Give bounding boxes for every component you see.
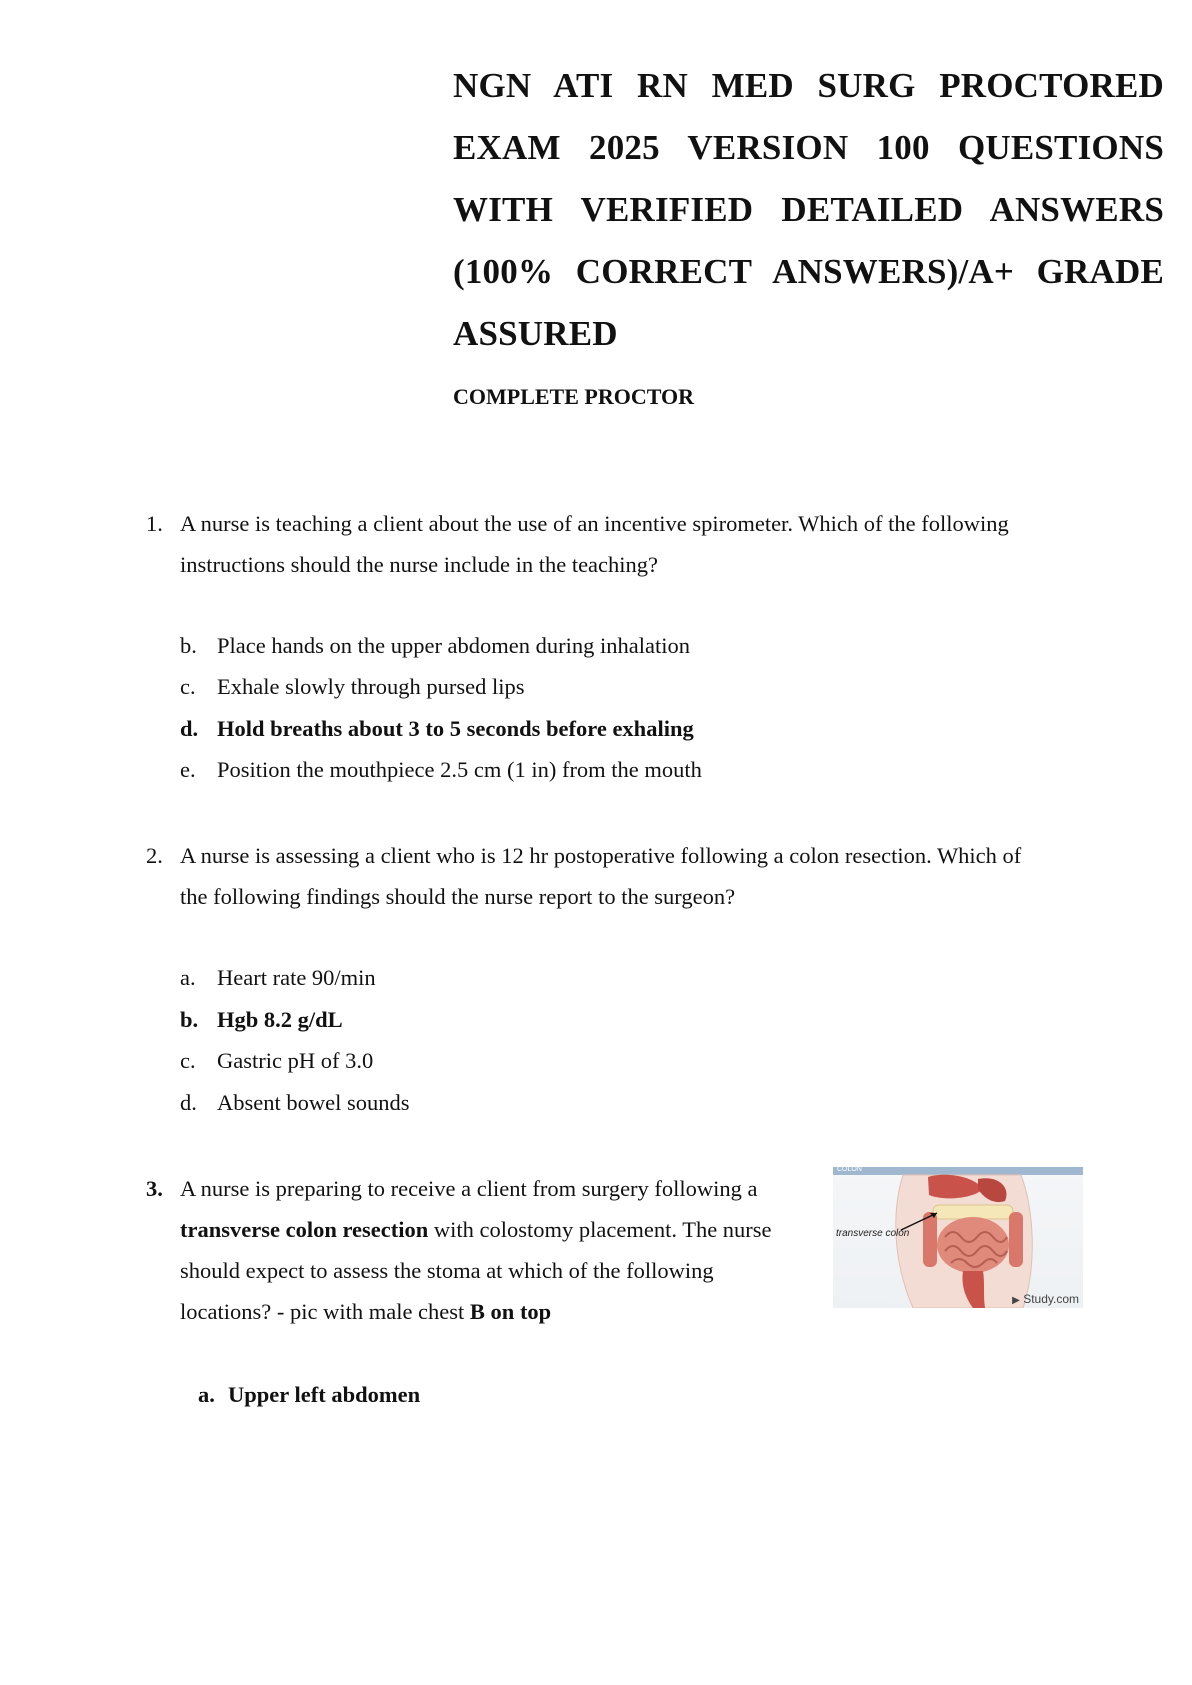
option-text: Place hands on the upper abdomen during inhalation — [217, 633, 691, 658]
option-1c — [180, 672, 524, 702]
question-text-line-4 — [180, 1291, 551, 1332]
option-letter: a. — [180, 965, 196, 990]
option-letter: b. — [180, 633, 197, 658]
option-3a-correct — [198, 1380, 420, 1410]
question-number: 2. — [146, 843, 163, 868]
option-letter: a. — [198, 1382, 215, 1407]
figure-header-label: COLON — [837, 1167, 862, 1173]
option-letter: e. — [180, 757, 196, 782]
option-text: Exhale slowly through pursed lips — [217, 674, 525, 699]
option-1e — [180, 755, 702, 785]
option-text: Hgb 8.2 g/dL — [217, 1007, 343, 1032]
highlight-text: transverse colon resection — [180, 1217, 429, 1242]
option-text: Position the mouthpiece 2.5 cm (1 in) from the mouth — [217, 757, 702, 782]
plain-text: locations? - pic with male chest — [180, 1299, 470, 1324]
option-text: Hold breaths about 3 to 5 seconds before exhaling — [217, 716, 694, 741]
option-letter: c. — [180, 674, 196, 699]
option-text: Gastric pH of 3.0 — [217, 1048, 374, 1073]
brand-text: Study.com — [1023, 1292, 1079, 1306]
study-com-watermark — [1012, 1292, 1079, 1306]
question-number: 1. — [146, 511, 163, 536]
option-text: Heart rate 90/min — [217, 965, 376, 990]
option-2a — [180, 963, 376, 993]
highlight-text: B on top — [469, 1299, 552, 1324]
option-2b-correct — [180, 1005, 343, 1035]
option-1b — [180, 631, 690, 661]
option-letter: b. — [180, 1007, 199, 1032]
play-circle-icon: ▶ — [1012, 1295, 1020, 1306]
option-1d-correct — [180, 714, 694, 744]
option-text: Upper left abdomen — [228, 1382, 421, 1407]
question-text-line-2: instructions should the nurse include in the teaching? — [180, 552, 659, 577]
document-subtitle: COMPLETE PROCTOR — [453, 384, 695, 409]
question-text-line-3: should expect to assess the stoma at which of the following — [180, 1258, 714, 1283]
question-number: 3. — [146, 1176, 163, 1201]
plain-text: with colostomy placement. The nurse — [428, 1217, 772, 1242]
option-2c — [180, 1046, 373, 1076]
option-letter: d. — [180, 1090, 197, 1115]
option-letter: c. — [180, 1048, 196, 1073]
document-title: NGN ATI RN MED SURG PROCTORED EXAM 2025 VERSION 100 QUESTIONS WITH VERIFIED DETAILED ANSWERS (100% CORRECT ANSWERS)/A+ GRADE ASSURED — [453, 66, 1164, 353]
transverse-colon-label: transverse colon — [836, 1228, 910, 1239]
question-text-line-1: A nurse is assessing a client who is 12 hr postoperative following a colon resection. Which of — [180, 843, 1022, 868]
question-text-line-2 — [180, 1209, 772, 1250]
option-letter: d. — [180, 716, 199, 741]
colon-anatomy-image — [833, 1167, 1083, 1308]
option-text: Absent bowel sounds — [217, 1090, 410, 1115]
question-text-line-1: A nurse is preparing to receive a client from surgery following a — [180, 1176, 758, 1201]
question-text-line-1: A nurse is teaching a client about the use of an incentive spirometer. Which of the following — [180, 511, 1009, 536]
question-text-line-2: the following findings should the nurse report to the surgeon? — [180, 884, 736, 909]
option-2d — [180, 1088, 410, 1118]
